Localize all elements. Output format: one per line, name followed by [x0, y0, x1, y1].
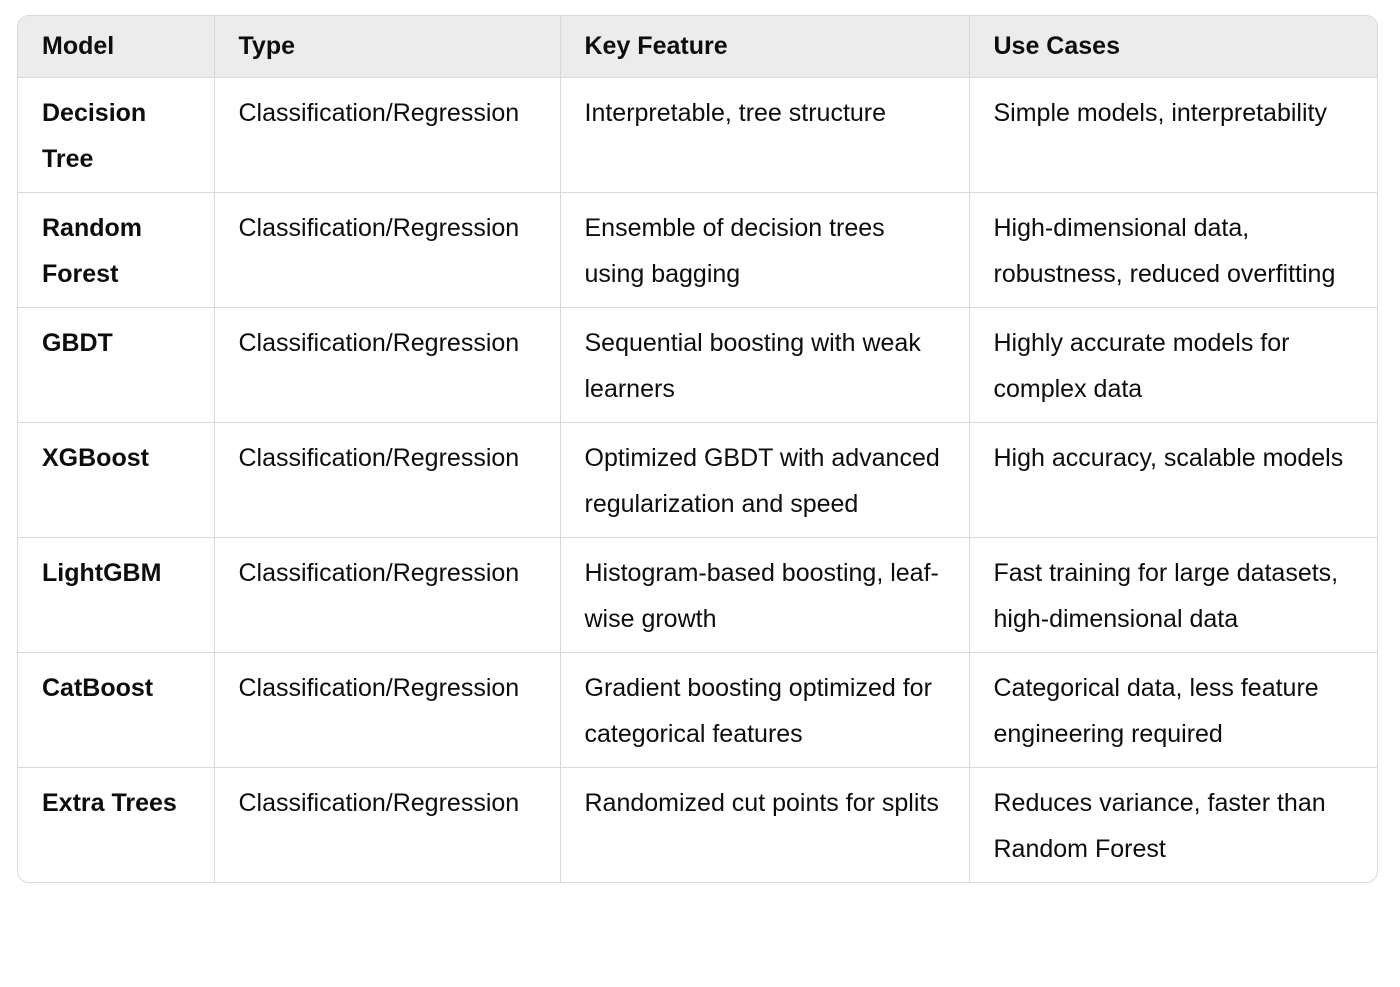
model-cell: Extra Trees [18, 768, 214, 883]
use-cases-cell: High accuracy, scalable models [969, 423, 1377, 538]
type-cell: Classification/Regression [214, 423, 560, 538]
type-cell: Classification/Regression [214, 653, 560, 768]
models-table [18, 16, 1377, 882]
table-row [18, 538, 1377, 653]
use-cases-cell: Categorical data, less feature engineering required [969, 653, 1377, 768]
table-header [18, 16, 1377, 78]
model-cell: Decision Tree [18, 78, 214, 193]
models-table-container [17, 15, 1378, 883]
use-cases-cell: Simple models, interpretability [969, 78, 1377, 193]
feature-cell: Gradient boosting optimized for categorical features [560, 653, 969, 768]
type-cell: Classification/Regression [214, 78, 560, 193]
feature-cell: Randomized cut points for splits [560, 768, 969, 883]
header-key-feature: Key Feature [560, 16, 969, 78]
model-cell: Random Forest [18, 193, 214, 308]
type-cell: Classification/Regression [214, 308, 560, 423]
use-cases-cell: Reduces variance, faster than Random Forest [993, 789, 1326, 863]
model-cell: GBDT [18, 308, 214, 423]
model-cell: XGBoost [18, 423, 214, 538]
table-body [18, 78, 1377, 883]
table-row [18, 78, 1377, 193]
table-row [18, 653, 1377, 768]
table-row [18, 308, 1377, 423]
model-cell: CatBoost [18, 653, 214, 768]
use-cases-cell: Fast training for large datasets, high-dimensional data [969, 538, 1377, 653]
use-cases-cell: Highly accurate models for complex data [969, 308, 1377, 423]
header-model: Model [18, 16, 214, 78]
header-use-cases: Use Cases [969, 16, 1377, 78]
type-cell: Classification/Regression [214, 538, 560, 653]
feature-cell: Ensemble of decision trees using bagging [560, 193, 969, 308]
table-row [18, 768, 1377, 883]
table-row [18, 193, 1377, 308]
use-cases-cell: High-dimensional data, robustness, reduced overfitting [969, 193, 1377, 308]
feature-cell: Sequential boosting with weak learners [560, 308, 969, 423]
type-cell: Classification/Regression [214, 768, 560, 883]
type-cell: Classification/Regression [214, 193, 560, 308]
header-row [18, 16, 1377, 78]
feature-cell: Optimized GBDT with advanced regularization and speed [560, 423, 969, 538]
feature-cell: Interpretable, tree structure [560, 78, 969, 193]
model-cell: LightGBM [18, 538, 214, 653]
feature-cell: Histogram-based boosting, leaf-wise growth [560, 538, 969, 653]
header-type: Type [214, 16, 560, 78]
table-row [18, 423, 1377, 538]
